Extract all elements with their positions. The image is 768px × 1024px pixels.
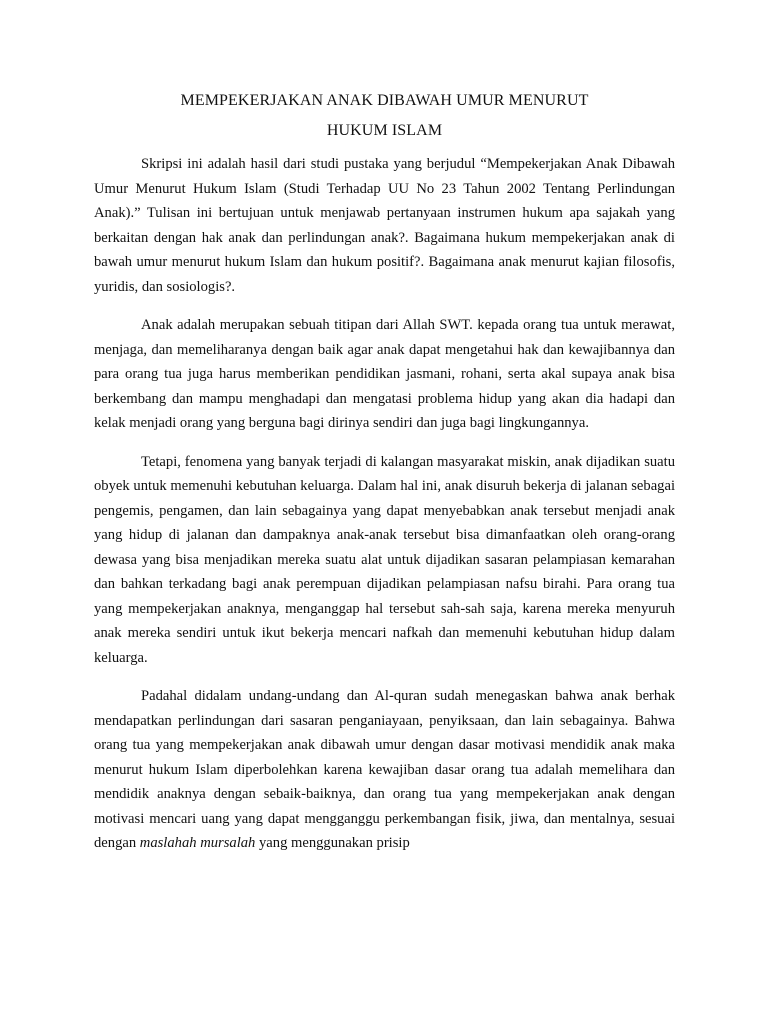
paragraph-1: Skripsi ini adalah hasil dari studi pustaka yang berjudul “Mempekerjakan Anak Dibawah Umur Menurut Hukum Islam (Studi Terhadap UU No 23 Tahun 2002 Tentang Perlindungan Anak).” Tulisan ini bertujuan untuk menjawab pertanyaan instrumen hukum apa sajakah yang berkaitan dengan hak anak dan perlindungan anak?. Bagaimana hukum mempekerjakan anak di bawah umur menurut hukum Islam dan hukum positif?. Bagaimana anak menurut kajian filosofis, yuridis, dan sosiologis?. xyxy=(94,156,675,295)
title-line-1: MEMPEKERJAKAN ANAK DIBAWAH UMUR MENURUT xyxy=(180,92,589,109)
document-page xyxy=(94,86,675,870)
title-line-2: HUKUM ISLAM xyxy=(326,122,443,139)
paragraph-2: Anak adalah merupakan sebuah titipan dari Allah SWT. kepada orang tua untuk merawat, menjaga, dan memeliharanya dengan baik agar anak dapat mengetahui hak dan kewajibannya dan para orang tua juga harus memberikan pendidikan jasmani, rohani, serta akal supaya anak bisa berkembang dan mampu menghadapi dan mengatasi problema hidup yang akan dia hadapi dan kelak menjadi orang yang berguna bagi dirinya sendiri dan juga bagi lingkungannya. xyxy=(94,317,675,431)
paragraph-4 xyxy=(94,684,675,856)
paragraph-4-text-end: yang menggunakan prisip xyxy=(255,835,410,851)
paragraph-4-text-start: Padahal didalam undang-undang dan Al-quran sudah menegaskan bahwa anak berhak mendapatkan perlindungan dari sasaran penganiayaan, penyiksaan, dan lain sebagainya. Bahwa orang tua yang mempekerjakan anak dibawah umur dengan dasar motivasi mendidik anak maka menurut hukum Islam diperbolehkan karena kewajiban dasar orang tua adalah memelihara dan mendidik anaknya dengan sebaik-baiknya, dan orang tua yang mempekerjakan anak dengan motivasi mencari uang yang dapat mengganggu perkembangan fisik, jiwa, dan mentalnya, sesuai dengan xyxy=(94,688,675,851)
document-title xyxy=(94,86,675,146)
paragraph-3: Tetapi, fenomena yang banyak terjadi di kalangan masyarakat miskin, anak dijadikan suatu obyek untuk memenuhi kebutuhan keluarga. Dalam hal ini, anak disuruh bekerja di jalanan sebagai pengemis, pengamen, dan lain sebagainya yang dapat menyebabkan anak tersebut menjadi anak yang hidup di jalanan dan dampaknya anak-anak tersebut bisa dimanfaatkan oleh orang-orang dewasa yang bisa menjadikan mereka suatu alat untuk dijadikan sasaran pelampiasan kemarahan dan bahkan terkadang bagi anak perempuan dijadikan pelampiasan nafsu birahi. Para orang tua yang mempekerjakan anaknya, menganggap hal tersebut sah-sah saja, karena mereka menyuruh anak mereka sendiri untuk ikut bekerja mencari nafkah dan memenuhi kebutuhan hidup dalam keluarga. xyxy=(94,453,675,666)
paragraph-4-italic-term: maslahah mursalah xyxy=(139,835,256,851)
